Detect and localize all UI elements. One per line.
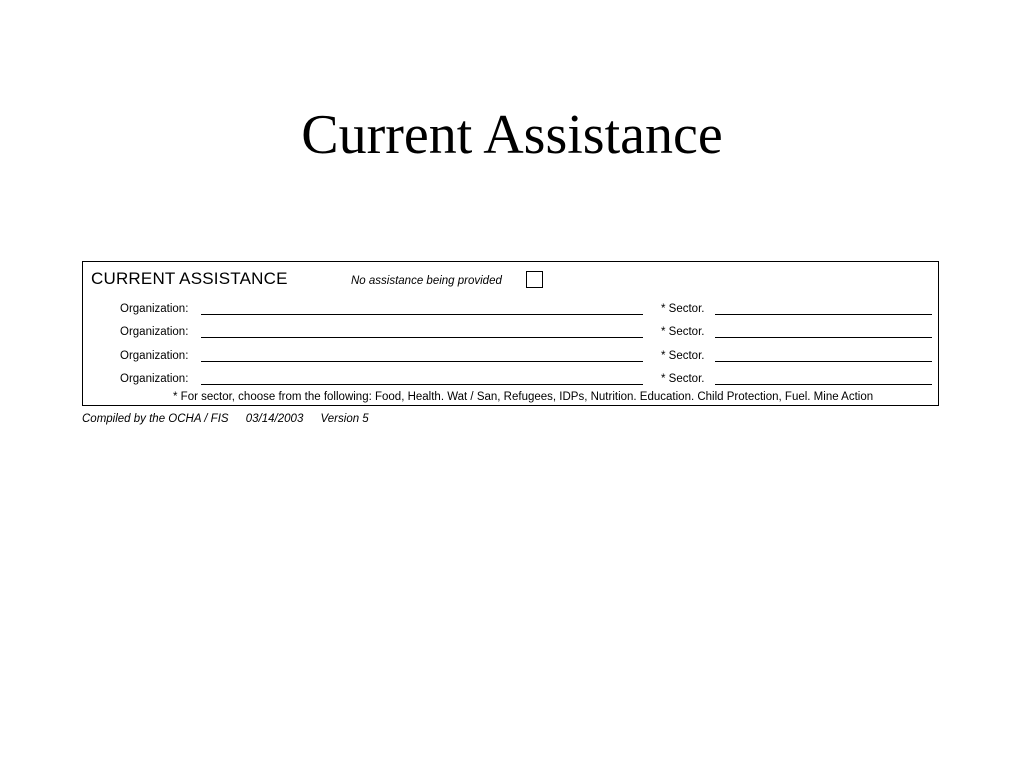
compiled-by-text: Compiled by the OCHA / FIS — [82, 413, 229, 425]
assistance-row — [83, 302, 938, 318]
no-assistance-label: No assistance being provided — [351, 275, 502, 287]
assistance-row — [83, 349, 938, 365]
assistance-row — [83, 372, 938, 388]
organization-label: Organization: — [120, 303, 189, 315]
slide-title: Current Assistance — [301, 104, 723, 166]
current-assistance-form — [82, 261, 939, 406]
organization-field[interactable] — [201, 337, 643, 338]
organization-label: Organization: — [120, 373, 189, 385]
sector-field[interactable] — [715, 337, 932, 338]
organization-field[interactable] — [201, 361, 643, 362]
organization-label: Organization: — [120, 326, 189, 338]
no-assistance-checkbox[interactable] — [526, 271, 543, 288]
organization-field[interactable] — [201, 314, 643, 315]
assistance-row — [83, 325, 938, 341]
sector-label: * Sector. — [661, 303, 705, 315]
organization-field[interactable] — [201, 384, 643, 385]
sector-footnote: * For sector, choose from the following: Food, Health. Wat / San, Refugees, IDPs, Nutrition. Education. Child Protection, Fuel. Mine Action — [173, 391, 874, 403]
compiled-by-line — [82, 412, 383, 426]
sector-label: * Sector. — [661, 350, 705, 362]
organization-label: Organization: — [120, 350, 189, 362]
sector-field[interactable] — [715, 361, 932, 362]
sector-label: * Sector. — [661, 373, 705, 385]
version-text: Version 5 — [320, 413, 369, 425]
compiled-date: 03/14/2003 — [245, 413, 304, 425]
sector-label: * Sector. — [661, 326, 705, 338]
sector-field[interactable] — [715, 314, 932, 315]
sector-field[interactable] — [715, 384, 932, 385]
form-heading: CURRENT ASSISTANCE — [91, 269, 288, 288]
